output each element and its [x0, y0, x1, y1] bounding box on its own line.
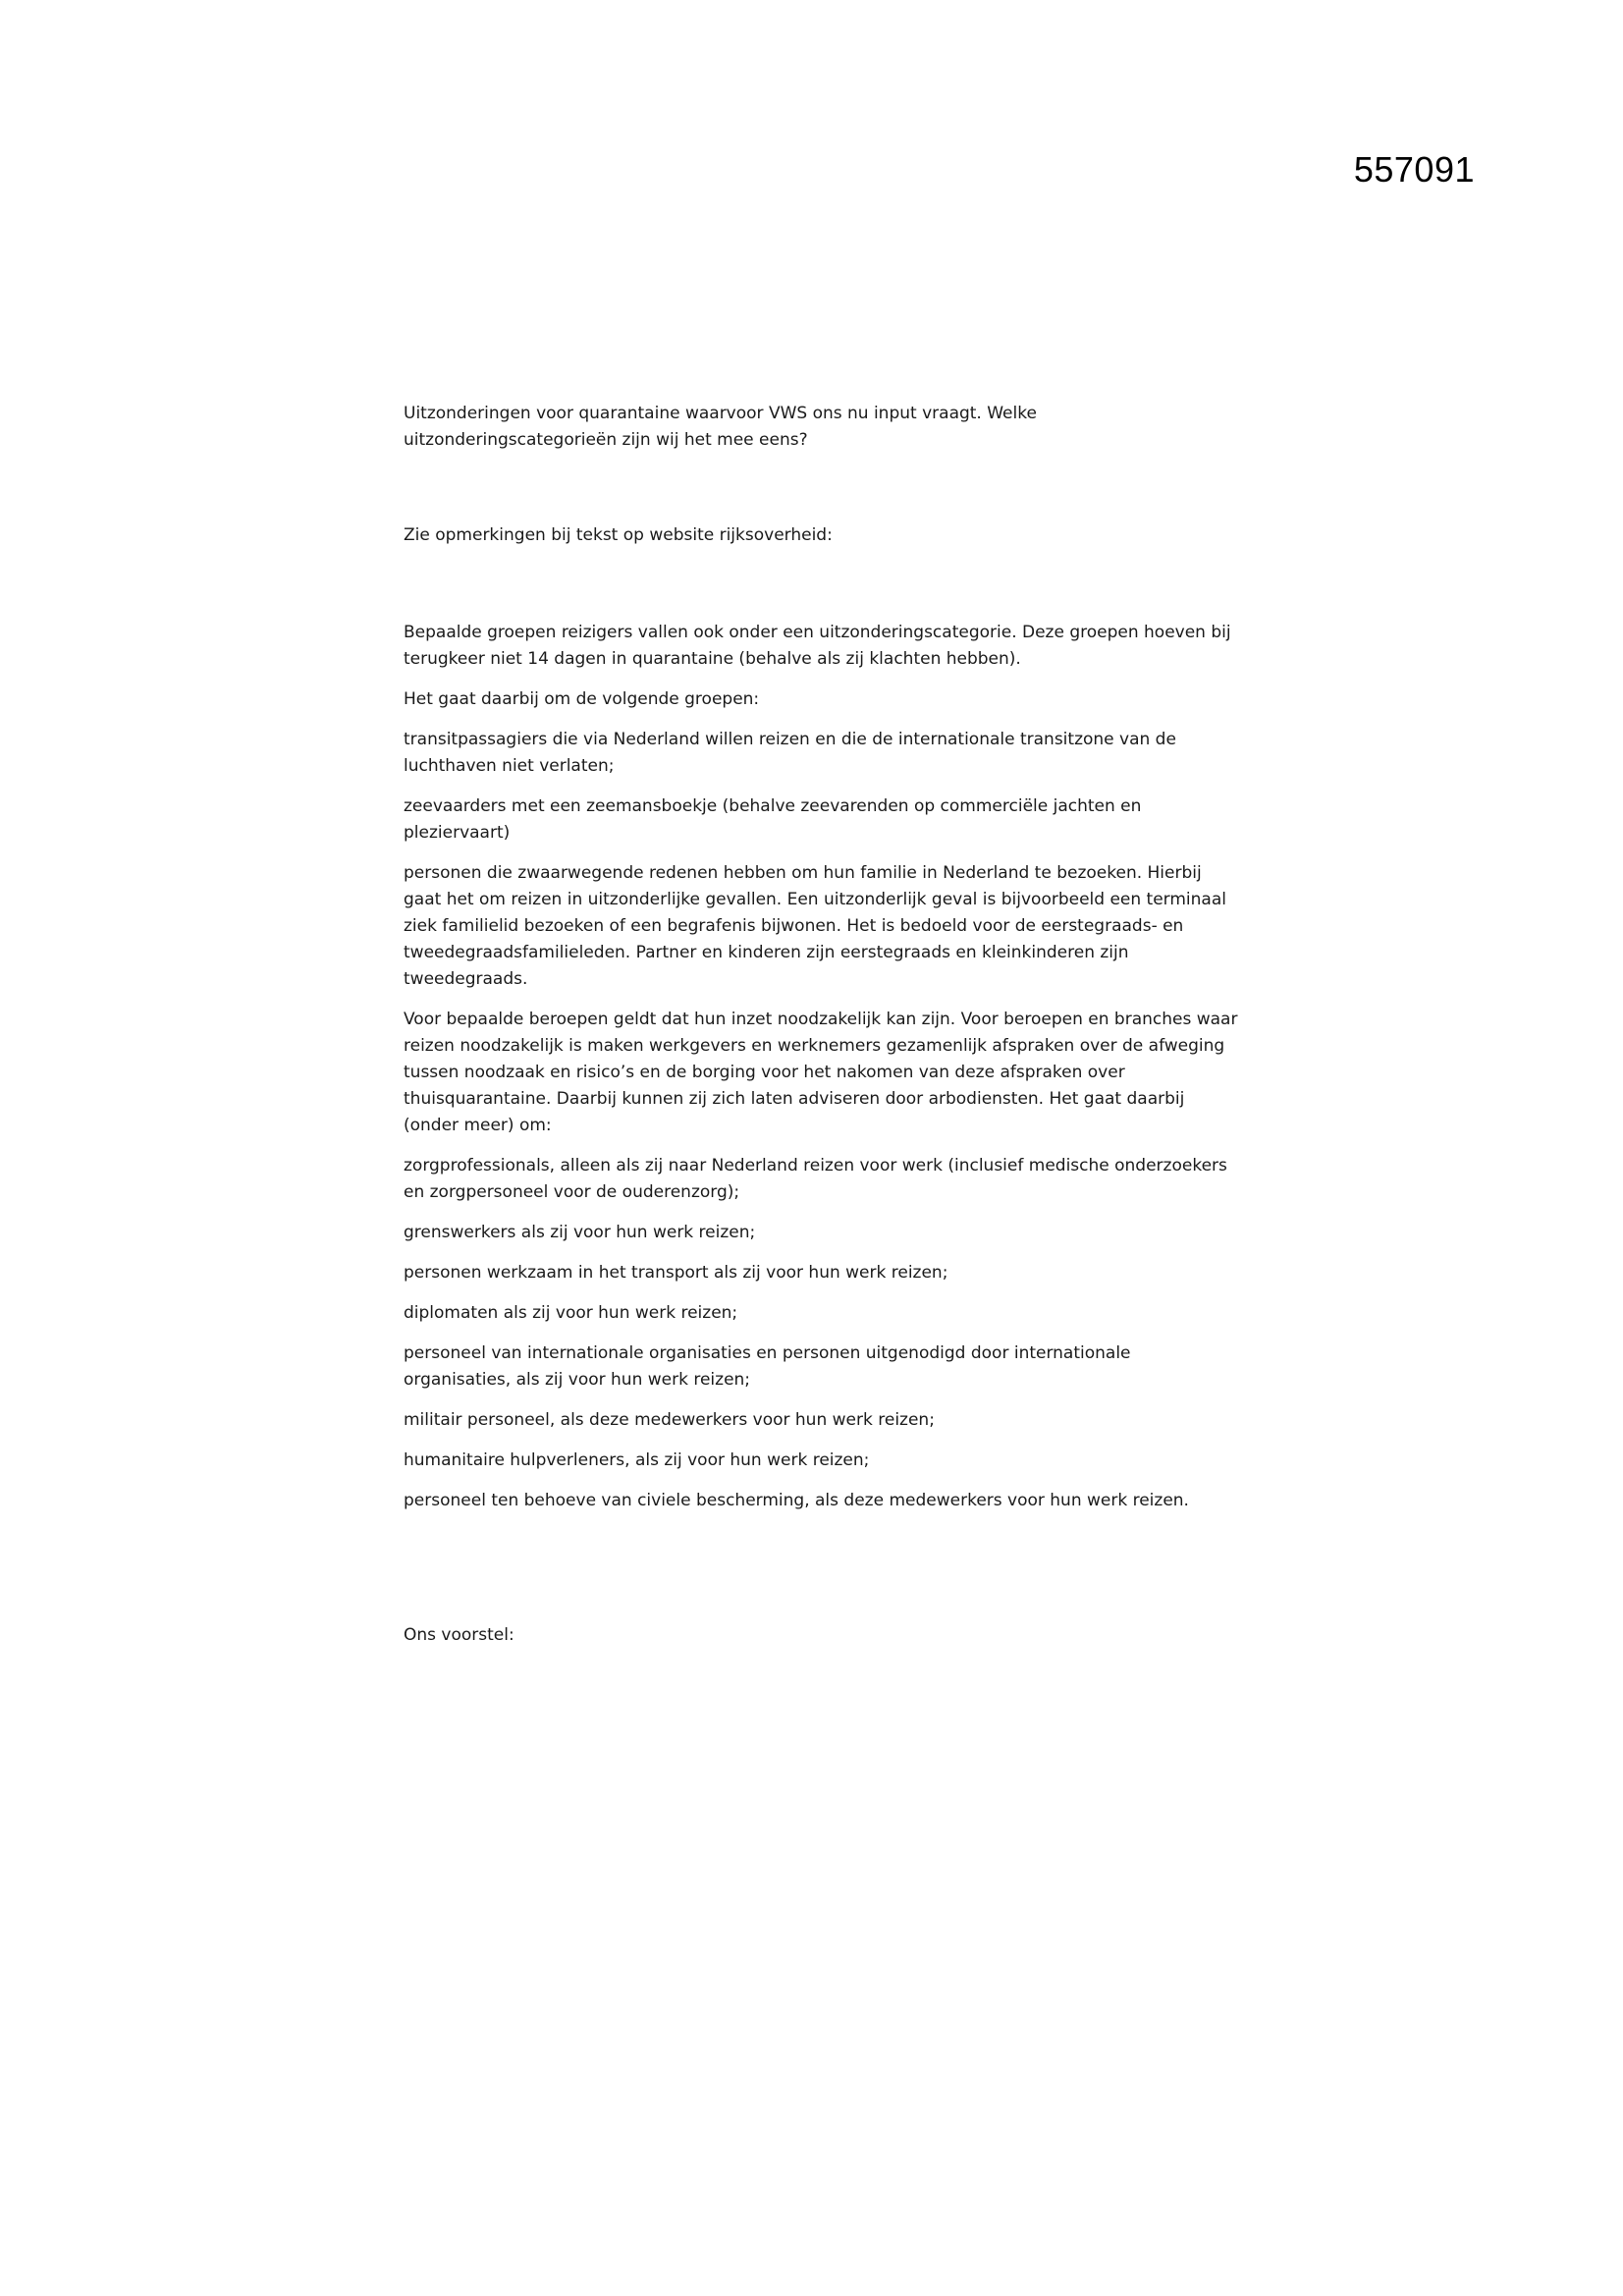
intro-text: Uitzonderingen voor quarantaine waarvoor VWS ons nu input vraagt. Welke uitzonderingscategorieën zijn wij het mee eens? [404, 404, 1037, 450]
list-item: zeevaarders met een zeemansboekje (behalve zeevarenden op commerciële jachten en pleziervaart) [404, 796, 1142, 843]
document-body [404, 401, 1238, 1663]
list-item: grenswerkers als zij voor hun werk reizen; [404, 1223, 756, 1242]
proposal-text: Ons voorstel: [404, 1625, 514, 1645]
list-item: diplomaten als zij voor hun werk reizen; [404, 1303, 738, 1323]
paragraph: Het gaat daarbij om de volgende groepen: [404, 689, 760, 709]
list-item: zorgprofessionals, alleen als zij naar Nederland reizen voor werk (inclusief medische onderzoekers en zorgpersoneel voor de ouderenzorg); [404, 1156, 1227, 1202]
list-item: militair personeel, als deze medewerkers voor hun werk reizen; [404, 1410, 935, 1430]
list-item: personeel ten behoeve van civiele bescherming, als deze medewerkers voor hun werk reizen. [404, 1491, 1189, 1510]
paragraph: Bepaalde groepen reizigers vallen ook onder een uitzonderingscategorie. Deze groepen hoeven bij terugkeer niet 14 dagen in quarantaine (behalve als zij klachten hebben). [404, 623, 1231, 669]
list-item: personen werkzaam in het transport als zij voor hun werk reizen; [404, 1263, 948, 1283]
list-item: transitpassagiers die via Nederland willen reizen en die de internationale transitzone van de luchthaven niet verlaten; [404, 730, 1176, 776]
list-item: humanitaire hulpverleners, als zij voor hun werk reizen; [404, 1450, 870, 1470]
paragraph: Voor bepaalde beroepen geldt dat hun inzet noodzakelijk kan zijn. Voor beroepen en branches waar reizen noodzakelijk is maken werkgevers en werknemers gezamenlijk afspraken over de afweging tussen noodzaak en risico’s en de borging voor het nakomen van deze afspraken over thuisquarantaine. Daarbij kunnen zij zich laten adviseren door arbodiensten. Het gaat daarbij (onder meer) om: [404, 1010, 1238, 1135]
list-item: personen die zwaarwegende redenen hebben om hun familie in Nederland te bezoeken. Hierbij gaat het om reizen in uitzonderlijke gevallen. Een uitzonderlijk geval is bijvoorbeeld een terminaal ziek familielid bezoeken of een begrafenis bijwonen. Het is bedoeld voor de eerstegraads- en tweedegraadsfamilieleden. Partner en kinderen zijn eerstegraads en kleinkinderen zijn tweedegraads. [404, 863, 1226, 989]
list-item: personeel van internationale organisaties en personen uitgenodigd door internationale organisaties, als zij voor hun werk reizen; [404, 1343, 1131, 1390]
document-number: 557091 [1353, 149, 1475, 190]
remarks-text: Zie opmerkingen bij tekst op website rijksoverheid: [404, 525, 833, 545]
